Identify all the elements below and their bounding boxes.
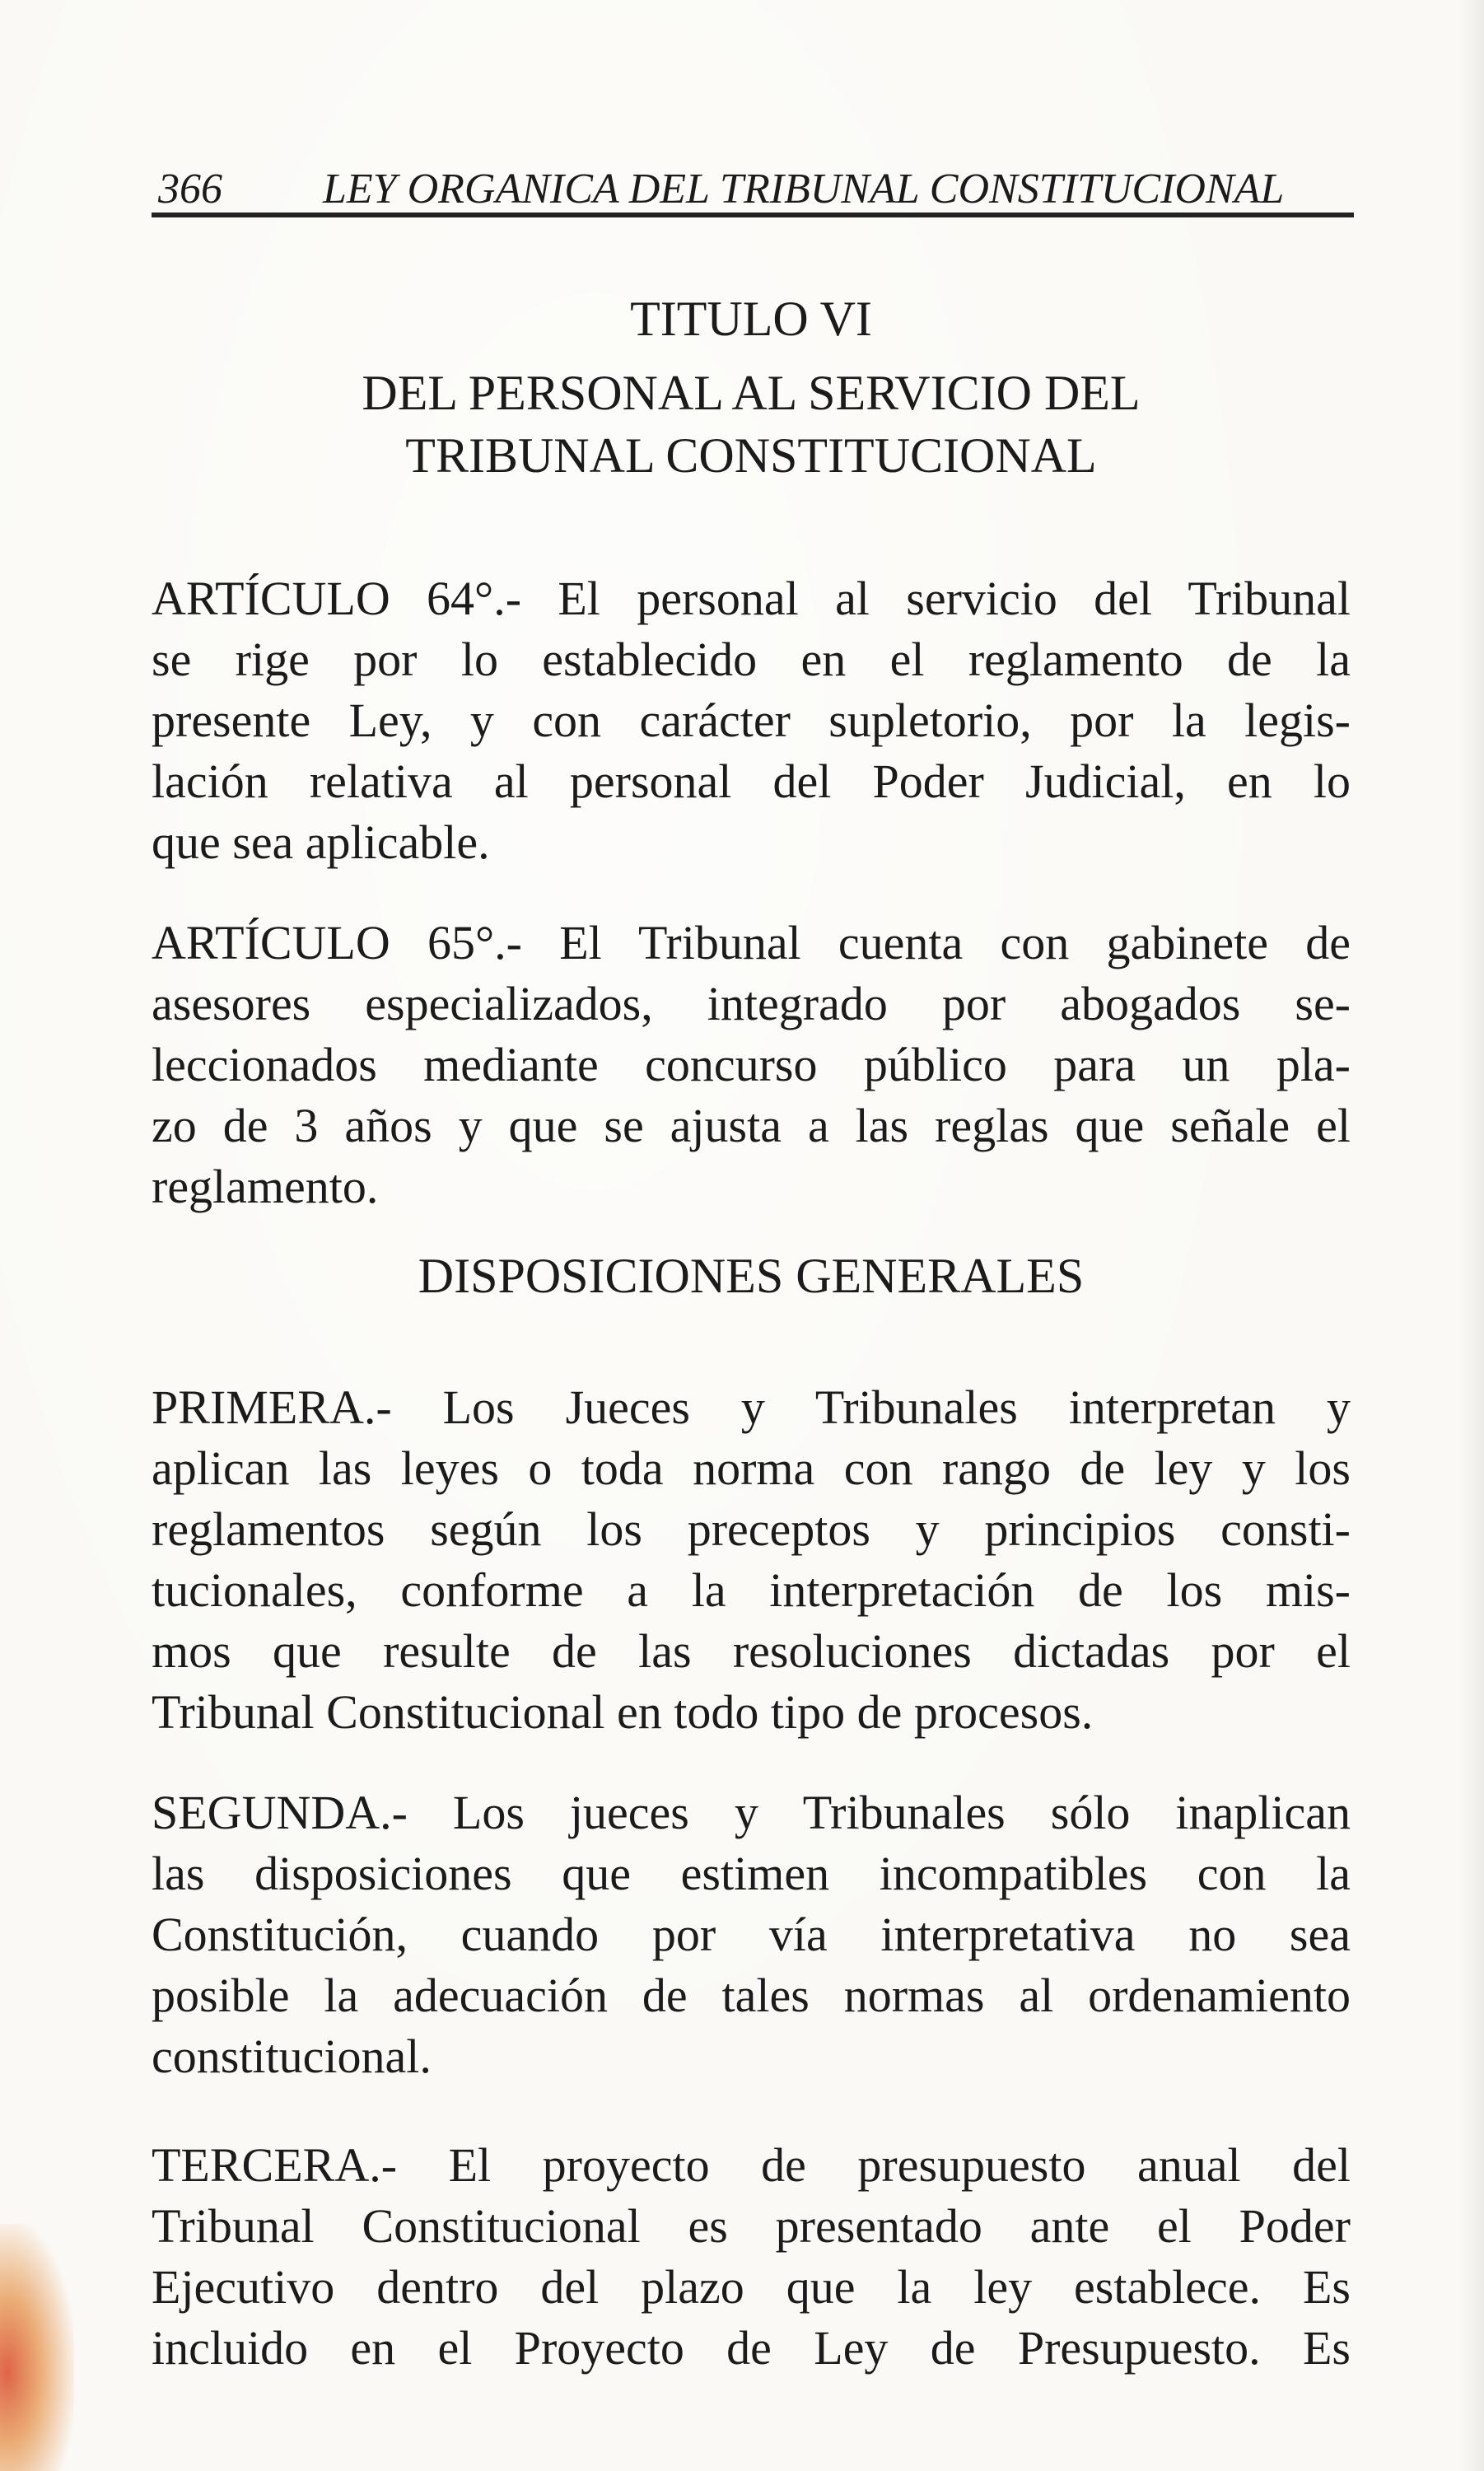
- article-64-line: presente Ley, y con carácter supletorio, por la legis-: [152, 694, 1351, 747]
- provision-primera-line: Tribunal Constitucional en todo tipo de procesos.: [152, 1685, 1094, 1739]
- provision-tercera-line: incluido en el Proyecto de Ley de Presupuesto. Es: [152, 2321, 1351, 2375]
- article-65-line: asesores especializados, integrado por abogados se-: [152, 977, 1351, 1030]
- title-line-2: TRIBUNAL CONSTITUCIONAL: [405, 428, 1097, 483]
- section-heading: DISPOSICIONES GENERALES: [418, 1249, 1085, 1303]
- article-65-line: ARTÍCULO 65°.- El Tribunal cuenta con gabinete de: [152, 916, 1351, 969]
- provision-tercera: [152, 2135, 1351, 2379]
- provision-primera-line: reglamentos según los preceptos y principios consti-: [152, 1502, 1351, 1556]
- provision-segunda-line: Constitución, cuando por vía interpretativa no sea: [152, 1908, 1351, 1961]
- article-65: [152, 913, 1351, 1217]
- article-65-line: zo de 3 años y que se ajusta a las reglas que señale el: [152, 1099, 1351, 1152]
- running-title: LEY ORGANICA DEL TRIBUNAL CONSTITUCIONAL: [323, 166, 1285, 213]
- header-rule: [152, 213, 1354, 217]
- article-64-line: se rige por lo establecido en el reglamento de la: [152, 633, 1351, 686]
- article-64: [152, 568, 1351, 873]
- article-64-line: lación relativa al personal del Poder Judicial, en lo: [152, 754, 1351, 808]
- page-edge-shadow: [1459, 0, 1484, 2471]
- provision-primera-line: mos que resulte de las resoluciones dictadas por el: [152, 1624, 1351, 1678]
- article-65-line: reglamento.: [152, 1160, 379, 1213]
- provision-tercera-line: TERCERA.- El proyecto de presupuesto anual del: [152, 2138, 1351, 2192]
- provision-primera-line: tucionales, conforme a la interpretación de los mis-: [152, 1563, 1351, 1617]
- provision-primera-line: aplican las leyes o toda norma con rango de ley y los: [152, 1441, 1351, 1495]
- provision-primera: [152, 1377, 1351, 1743]
- page-number: 366: [158, 166, 222, 213]
- title-number: TITULO VI: [630, 292, 872, 346]
- provision-segunda-line: posible la adecuación de tales normas al ordenamiento: [152, 1969, 1351, 2022]
- provision-tercera-line: Tribunal Constitucional es presentado ante el Poder: [152, 2199, 1351, 2253]
- title-line-1: DEL PERSONAL AL SERVICIO DEL: [362, 366, 1141, 420]
- page-stain: [0, 2224, 74, 2471]
- provision-segunda-line: constitucional.: [152, 2030, 432, 2083]
- provision-segunda-line: las disposiciones que estimen incompatibles con la: [152, 1847, 1351, 1900]
- provision-segunda: [152, 1782, 1351, 2087]
- provision-primera-line: PRIMERA.- Los Jueces y Tribunales interpretan y: [152, 1380, 1351, 1434]
- article-64-line: ARTÍCULO 64°.- El personal al servicio del Tribunal: [152, 572, 1351, 625]
- article-65-line: leccionados mediante concurso público para un pla-: [152, 1038, 1351, 1091]
- provision-tercera-line: Ejecutivo dentro del plazo que la ley establece. Es: [152, 2260, 1351, 2314]
- provision-segunda-line: SEGUNDA.- Los jueces y Tribunales sólo inaplican: [152, 1786, 1351, 1839]
- article-64-line: que sea aplicable.: [152, 815, 490, 869]
